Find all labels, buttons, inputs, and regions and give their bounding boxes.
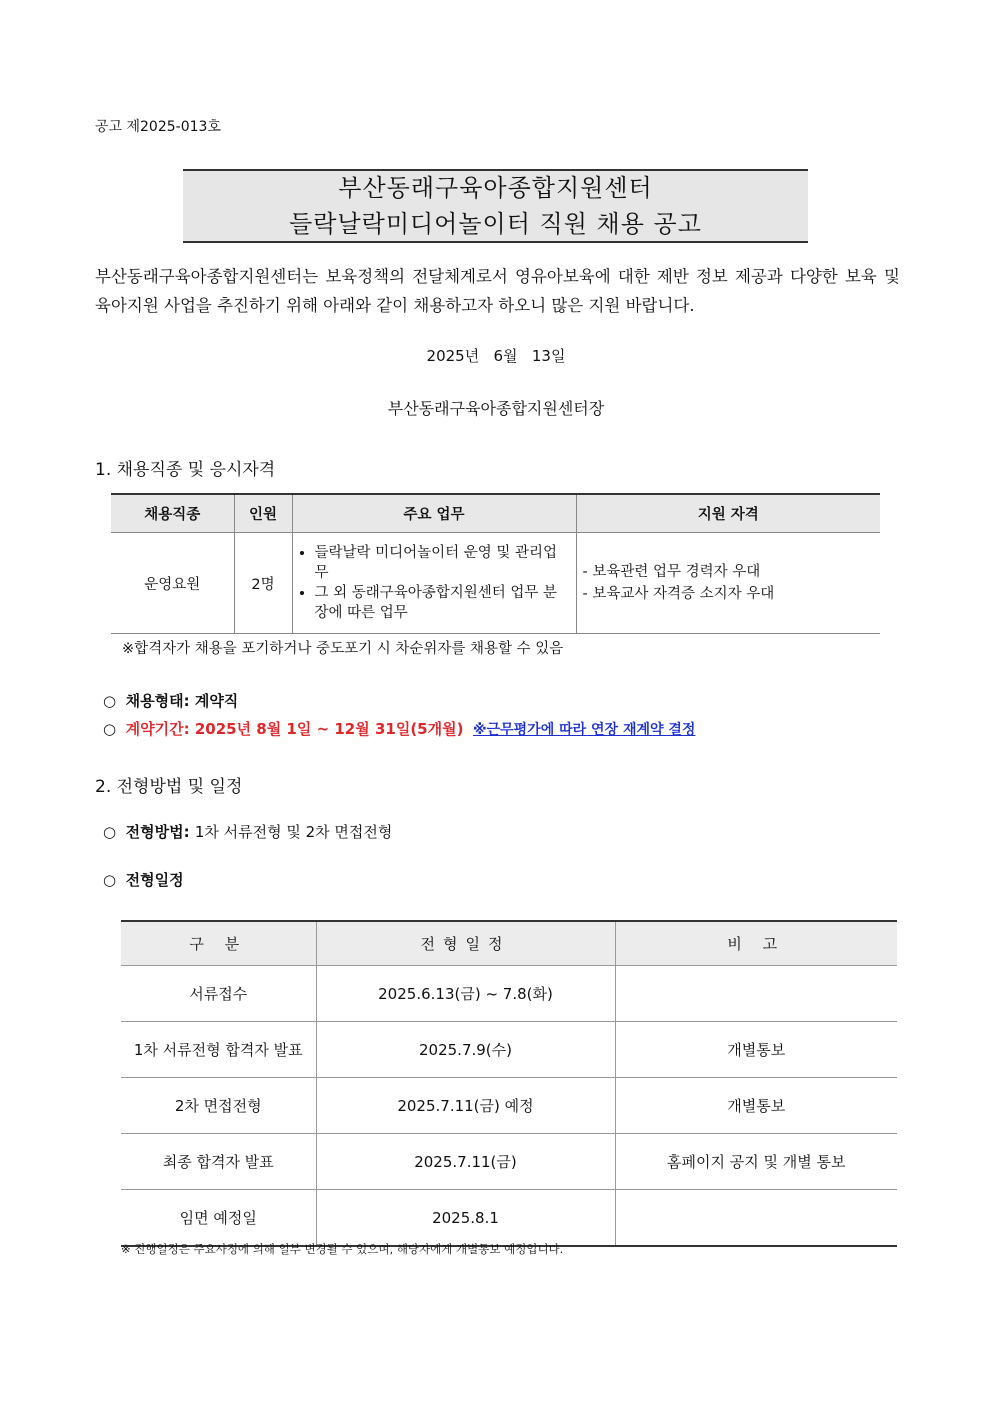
schedule-note: [615, 1190, 897, 1247]
circle-bullet: ○: [103, 692, 117, 710]
selection-method-value: 1차 서류전형 및 2차 면접전형: [194, 823, 393, 841]
contract-renewal-note: ※근무평가에 따라 연장 재계약 결정: [473, 722, 696, 738]
schedule-label: 전형일정: [125, 871, 184, 889]
notice-number: 공고 제2025-013호: [95, 119, 221, 135]
header-stage: 구 분: [121, 921, 316, 966]
circle-bullet: ○: [103, 720, 117, 738]
employment-type-line: [103, 690, 238, 711]
contract-period: 계약기간: 2025년 8월 1일 ~ 12월 31일(5개월): [125, 720, 464, 738]
circle-bullet: ○: [103, 823, 117, 841]
schedule-stage: 서류접수: [121, 966, 316, 1022]
schedule-date: 2025.7.11(금): [316, 1134, 615, 1190]
table-row: [121, 1078, 897, 1134]
intro-paragraph: 부산동래구육아종합지원센터는 보육정책의 전달체계로서 영유아보육에 대한 제반 정보 제공과 다양한 보육 및 육아지원 사업을 추진하기 위해 아래와 같이 채용하고자 하오니 많은 지원 바랍니다.: [95, 267, 900, 315]
job-table-header: [111, 494, 880, 533]
schedule-date: 2025.7.11(금) 예정: [316, 1078, 615, 1134]
employment-type-value: 계약직: [194, 692, 239, 710]
title-line-1: 부산동래구육아종합지원센터: [338, 174, 653, 202]
job-qualifications: [576, 533, 880, 634]
schedule-table-header: [121, 921, 897, 966]
announcement-date: 2025년 6월 13일: [426, 347, 566, 365]
header-date: 전형일정: [316, 921, 615, 966]
table-row: [121, 1190, 897, 1247]
director-signature: 부산동래구육아종합지원센터장: [387, 399, 605, 418]
job-count: 2명: [234, 533, 292, 634]
job-name: 운영요원: [111, 533, 234, 634]
duty-item: • 들락날락 미디어놀이터 운영 및 관리업무: [315, 543, 570, 583]
title-line-2: 들락날락미디어놀이터 직원 채용 공고: [289, 210, 702, 238]
employment-type-label: 채용형태:: [125, 692, 195, 710]
header-job: 채용직종: [111, 494, 234, 533]
header-note: 비 고: [615, 921, 897, 966]
header-duties: 주요 업무: [292, 494, 576, 533]
schedule-note: 개별통보: [615, 1078, 897, 1134]
table-row: [121, 966, 897, 1022]
selection-method-line: [103, 821, 392, 842]
schedule-footnote: ※ 진행일정은 주요사정에 의해 일부 변경될 수 있으며, 해당자에게 개별통보 예정입니다.: [121, 1242, 564, 1256]
schedule-stage: 최종 합격자 발표: [121, 1134, 316, 1190]
header-count: 인원: [234, 494, 292, 533]
table-row: [121, 1022, 897, 1078]
contract-period-line: [103, 718, 695, 739]
job-table: [111, 493, 880, 634]
qualification-item: - 보육관련 업무 경력자 우대: [582, 564, 761, 580]
circle-bullet: ○: [103, 871, 117, 889]
schedule-stage: 임면 예정일: [121, 1190, 316, 1247]
schedule-note: [615, 966, 897, 1022]
table-row: [121, 1134, 897, 1190]
section1-heading: 1. 채용직종 및 응시자격: [95, 460, 276, 480]
schedule-date: 2025.8.1: [316, 1190, 615, 1247]
title-box: [183, 169, 808, 243]
duty-item: • 그 외 동래구육아종합지원센터 업무 분장에 따른 업무: [315, 583, 570, 623]
selection-method-label: 전형방법:: [125, 823, 195, 841]
schedule-table: [121, 920, 897, 1247]
section2-heading: 2. 전형방법 및 일정: [95, 777, 243, 797]
replacement-note: ※합격자가 채용을 포기하거나 중도포기 시 차순위자를 채용할 수 있음: [122, 641, 564, 657]
schedule-date: 2025.6.13(금) ~ 7.8(화): [316, 966, 615, 1022]
job-table-row: [111, 533, 880, 634]
schedule-stage: 2차 면접전형: [121, 1078, 316, 1134]
schedule-note: 개별통보: [615, 1022, 897, 1078]
qualification-item: - 보육교사 자격증 소지자 우대: [582, 586, 775, 602]
schedule-line: [103, 869, 184, 890]
job-duties: [292, 533, 576, 634]
schedule-date: 2025.7.9(수): [316, 1022, 615, 1078]
header-qualifications: 지원 자격: [576, 494, 880, 533]
schedule-stage: 1차 서류전형 합격자 발표: [121, 1022, 316, 1078]
schedule-note: 홈페이지 공지 및 개별 통보: [615, 1134, 897, 1190]
